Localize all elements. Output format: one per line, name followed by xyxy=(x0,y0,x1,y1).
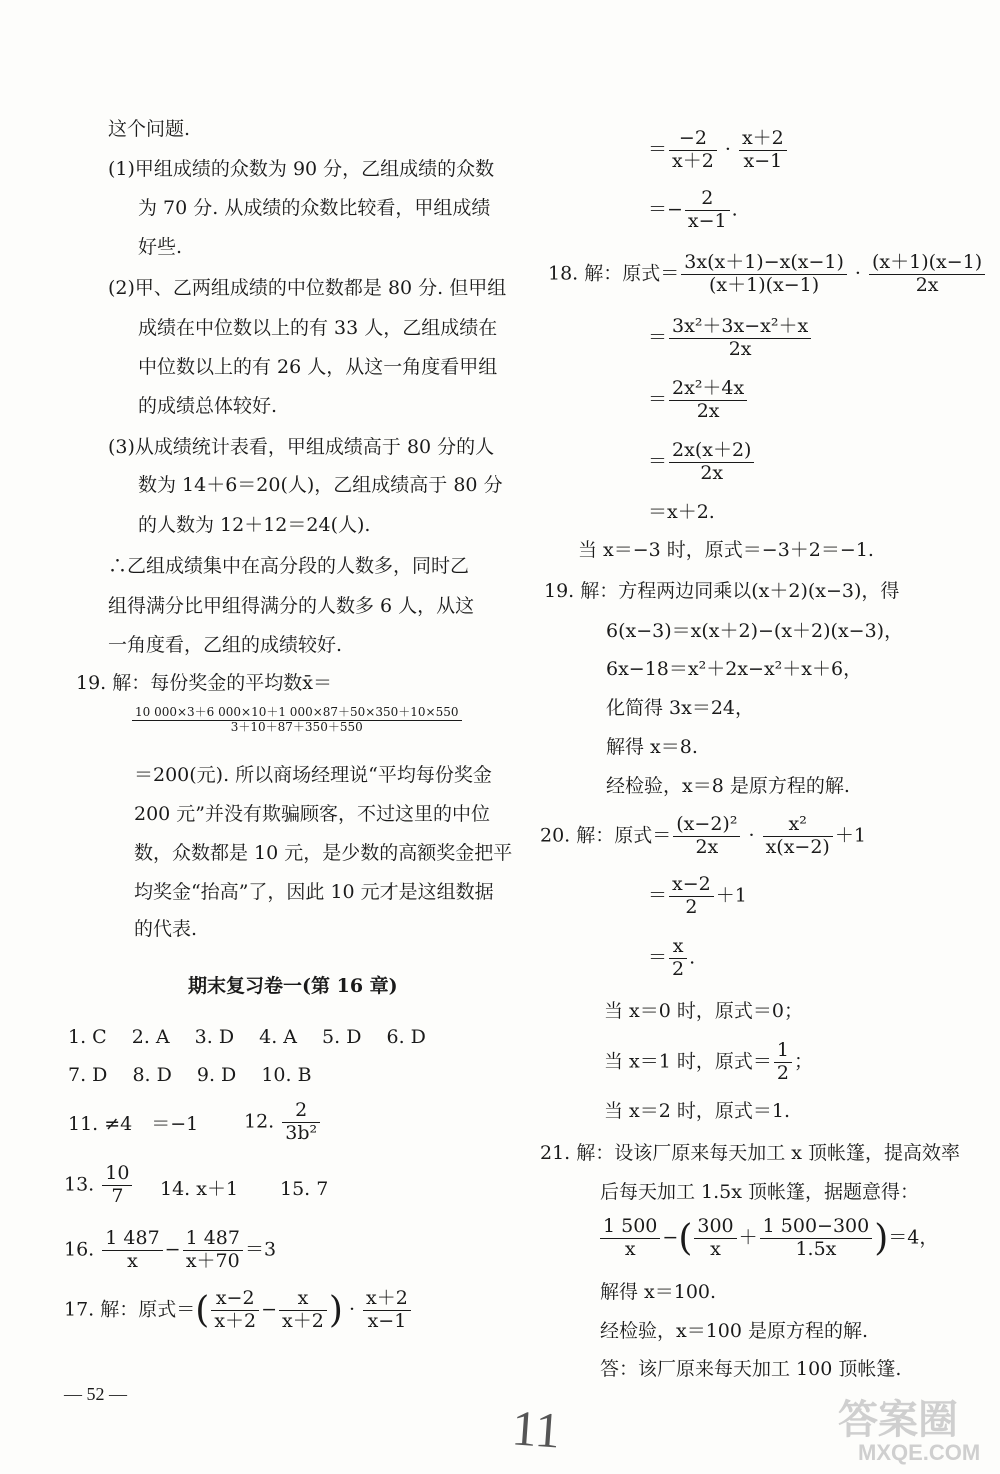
text-line: (2)甲、乙两组成绩的中位数都是 80 分. 但甲组 xyxy=(108,277,507,299)
problem-17: 17. 解：原式＝( $\frac{x-2}{x+2}$ − $\frac{x}{x+2}$ ) · $\frac{x+2}{x-1}$ xyxy=(64,1288,413,1333)
text-line: 经检验，x＝8 是原方程的解. xyxy=(606,775,850,797)
text-line: ∴乙组成绩集中在高分段的人数多，同时乙 xyxy=(108,555,470,577)
numerator: x＋2 xyxy=(363,1288,411,1311)
fraction xyxy=(102,1163,132,1208)
denominator: 2x xyxy=(696,399,720,422)
fraction xyxy=(102,1228,162,1273)
numerator: 1 500−300 xyxy=(760,1216,873,1239)
numerator: x xyxy=(279,1288,327,1311)
numerator: 1 487 xyxy=(183,1228,243,1251)
answer-12 xyxy=(244,1100,322,1145)
denominator: (x＋1)(x−1) xyxy=(708,273,820,296)
math-step: 6(x−3)＝x(x＋2)−(x＋2)(x−3)， xyxy=(606,620,904,642)
text-line: 当 x＝1 时，原式＝ $\frac{1}{2}$ ； xyxy=(604,1039,813,1084)
denominator: x＋2 xyxy=(214,1309,257,1332)
numerator: 2x(x＋2) xyxy=(669,440,754,463)
problem-19-heading: 19. 解：每份奖金的平均数x̄＝ xyxy=(76,672,332,694)
fraction xyxy=(685,188,730,233)
answer-16: 16. $\frac{1 487}{x}$ − $\frac{1 487}{x+70}$ ＝3 xyxy=(64,1227,277,1272)
numerator: (x−2)² xyxy=(673,814,740,837)
text-line: 好些. xyxy=(138,236,183,258)
answer-row: 7. D 8. D 9. D 10. B xyxy=(68,1064,312,1086)
answer-13 xyxy=(64,1163,134,1208)
text-line: 数为 14＋6＝20(人)，乙组成绩高于 80 分 xyxy=(138,474,503,496)
denominator: x＋70 xyxy=(185,1249,240,1272)
watermark-url: MXQE.COM xyxy=(858,1440,981,1465)
text-line: 解得 x＝8. xyxy=(606,736,698,758)
math-step: ＝x＋2. xyxy=(648,501,715,523)
text-line: 的人数为 12＋12＝24(人). xyxy=(138,514,371,536)
numerator: 2x²＋4x xyxy=(669,378,747,401)
text-line: (3)从成绩统计表看，甲组成绩高于 80 分的人 xyxy=(108,436,495,458)
fraction xyxy=(669,128,717,173)
numerator: 2 xyxy=(685,188,730,211)
fraction xyxy=(869,252,985,297)
numerator: x−2 xyxy=(669,874,714,897)
fraction xyxy=(669,316,811,361)
denominator: 1.5x xyxy=(795,1237,837,1260)
problem-label: 18. 解：原式＝ xyxy=(548,262,680,285)
numerator: 2 xyxy=(282,1100,320,1123)
numerator: 1 500 xyxy=(600,1216,660,1239)
text-line: 当 x＝2 时，原式＝1. xyxy=(604,1100,791,1122)
denominator: x(x−2) xyxy=(765,835,830,858)
math-step: ＝ $\frac{x}{2}$ . xyxy=(648,935,696,980)
math-step: $\frac{1 500}{x}$ −( $\frac{300}{x}$ ＋ $\frac{1 500-300}{1.5x}$ )＝4， xyxy=(598,1216,938,1261)
numerator: x² xyxy=(763,814,833,837)
text-line: (1)甲组成绩的众数为 90 分，乙组成绩的众数 xyxy=(108,158,495,180)
text-line: 当 x＝0 时，原式＝0； xyxy=(604,1000,803,1022)
math-step: ＝ $\frac{2x(x+2)}{2x}$ xyxy=(648,440,756,485)
fraction xyxy=(669,936,687,981)
answer-11: 11. ≠4 ＝−1 xyxy=(68,1113,199,1135)
denominator: x xyxy=(127,1249,138,1272)
fraction xyxy=(669,378,747,423)
numerator: x xyxy=(669,936,687,959)
text-line: 数，众数都是 10 元，是少数的高额奖金把平 xyxy=(134,842,513,864)
math-step: ＝ $\frac{\text{3x²＋3x−x²＋x}}{2x}$ xyxy=(648,316,813,361)
text-line: 200 元”并没有欺骗顾客，不过这里的中位 xyxy=(134,803,491,825)
fraction xyxy=(673,814,740,859)
numerator: 1 xyxy=(774,1040,792,1063)
problem-19-heading: 19. 解：方程两边同乘以(x＋2)(x−3)，得 xyxy=(544,580,900,602)
denominator: 2 xyxy=(685,895,698,918)
problem-label: 20. 解：原式＝ xyxy=(540,824,672,847)
math-step: ＝ $\frac{\text{2x²＋4x}}{2x}$ xyxy=(648,378,749,423)
math-step: ＝ $\frac{x-2}{2}$ ＋1 xyxy=(648,873,747,918)
denominator: 2x xyxy=(695,835,719,858)
fraction xyxy=(132,706,462,735)
answer-label: 13. xyxy=(64,1173,95,1196)
answer-label: 16. xyxy=(64,1238,95,1261)
answer-14: 14. x＋1 xyxy=(160,1178,239,1200)
math-step: ＝− $\frac{2}{x-1}$ . xyxy=(648,187,738,232)
text-line: 后每天加工 1.5x 顶帐篷，据题意得： xyxy=(600,1181,920,1203)
denominator: x−1 xyxy=(367,1309,407,1332)
fraction xyxy=(669,440,754,485)
handwritten-mark: 11 xyxy=(510,1399,563,1459)
fraction xyxy=(363,1288,411,1333)
denominator: x−1 xyxy=(743,149,783,172)
equation-tail: ＝3 xyxy=(245,1238,277,1261)
answer-row: 1. C 2. A 3. D 4. A 5. D 6. D xyxy=(68,1026,426,1048)
fraction xyxy=(282,1100,320,1145)
text-line: 的代表. xyxy=(134,918,198,940)
denominator: 3＋10＋87＋350＋550 xyxy=(230,719,363,734)
denominator: x＋2 xyxy=(672,149,714,172)
text-line: 成绩在中位数以上的有 33 人，乙组成绩在 xyxy=(138,317,498,339)
fraction xyxy=(774,1040,792,1085)
fraction xyxy=(760,1216,873,1261)
denominator: 2 xyxy=(776,1061,789,1084)
section-title: 期末复习卷一(第 16 章) xyxy=(188,975,398,997)
watermark-logo: 答案圈 xyxy=(838,1398,958,1442)
denominator: 7 xyxy=(111,1184,124,1207)
denominator: 2x xyxy=(700,461,724,484)
numerator: 1 487 xyxy=(102,1228,162,1251)
fraction xyxy=(681,252,847,297)
fraction xyxy=(211,1288,259,1333)
numerator: (x＋1)(x−1) xyxy=(869,252,985,275)
text-line: 当 x＝−3 时，原式＝−3＋2＝−1. xyxy=(578,539,874,561)
math-step: 6x−18＝x²＋2x−x²＋x＋6， xyxy=(606,658,863,680)
text-line: 为 70 分. 从成绩的众数比较看，甲组成绩 xyxy=(138,197,491,219)
numerator: 10 xyxy=(102,1163,132,1186)
fraction xyxy=(694,1216,736,1261)
denominator: 3b² xyxy=(285,1121,318,1144)
text-line: 均奖金“抬高”了，因此 10 元才是这组数据 xyxy=(134,881,494,903)
text-span: 当 x＝1 时，原式＝ xyxy=(604,1050,772,1073)
problem-label: 17. 解：原式＝ xyxy=(64,1298,196,1321)
numerator: 10 000×3＋6 000×10＋1 000×87＋50×350＋10×550 xyxy=(132,706,462,721)
denominator: x−1 xyxy=(687,209,727,232)
fraction xyxy=(763,814,833,859)
fraction xyxy=(279,1288,327,1333)
text-line: 中位数以上的有 26 人，从这一角度看甲组 xyxy=(138,356,498,378)
numerator: 300 xyxy=(694,1216,736,1239)
text-line: 一角度看，乙组的成绩较好. xyxy=(108,634,343,656)
fraction xyxy=(739,128,787,173)
denominator: x＋2 xyxy=(282,1309,324,1332)
fraction xyxy=(600,1216,660,1261)
math-step: ＝ $\frac{-2}{x+2}$ · $\frac{x+2}{x-1}$ xyxy=(648,128,789,173)
answer-label: 12. xyxy=(244,1110,275,1133)
problem-20: 20. 解：原式＝ $\frac{\text{(x−2)²}}{2x}$ · $\frac{\text{x²}}{x(x-2)}$ ＋1 xyxy=(540,813,866,858)
text-line: 的成绩总体较好. xyxy=(138,395,278,417)
numerator: 3x(x＋1)−x(x−1) xyxy=(681,252,847,275)
denominator: 2 xyxy=(672,957,685,980)
denominator: x xyxy=(710,1237,721,1260)
numerator: x−2 xyxy=(211,1288,259,1311)
text-line: 答：该厂原来每天加工 100 顶帐篷. xyxy=(600,1358,902,1380)
fraction xyxy=(669,874,714,919)
numerator: 3x²＋3x−x²＋x xyxy=(669,316,811,339)
answer-15: 15. 7 xyxy=(280,1178,329,1200)
problem-19-fraction xyxy=(130,706,464,735)
text-line: 解得 x＝100. xyxy=(600,1281,717,1303)
numerator: x＋2 xyxy=(739,128,787,151)
text-line: 组得满分比甲组得满分的人数多 6 人，从这 xyxy=(108,595,475,617)
denominator: x xyxy=(624,1237,636,1260)
problem-18: 18. 解：原式＝ $\frac{3x(x+1)-x(x-1)}{(x+1)(x-1)}$ · $\frac{(x+1)(x-1)}{2x}$ xyxy=(548,252,987,297)
text-line: 化简得 3x＝24， xyxy=(606,697,755,719)
text-line: 经检验，x＝100 是原方程的解. xyxy=(600,1320,869,1342)
denominator: 2x xyxy=(728,337,752,360)
fraction xyxy=(183,1228,243,1273)
page-number: — 52 — xyxy=(64,1384,127,1404)
denominator: 2x xyxy=(915,273,939,296)
text-line: ＝200(元). 所以商场经理说“平均每份奖金 xyxy=(134,764,492,786)
problem-21-heading: 21. 解：设该厂原来每天加工 x 顶帐篷，提高效率 xyxy=(540,1142,961,1164)
numerator: −2 xyxy=(669,128,717,151)
text-line: 这个问题. xyxy=(108,118,191,140)
